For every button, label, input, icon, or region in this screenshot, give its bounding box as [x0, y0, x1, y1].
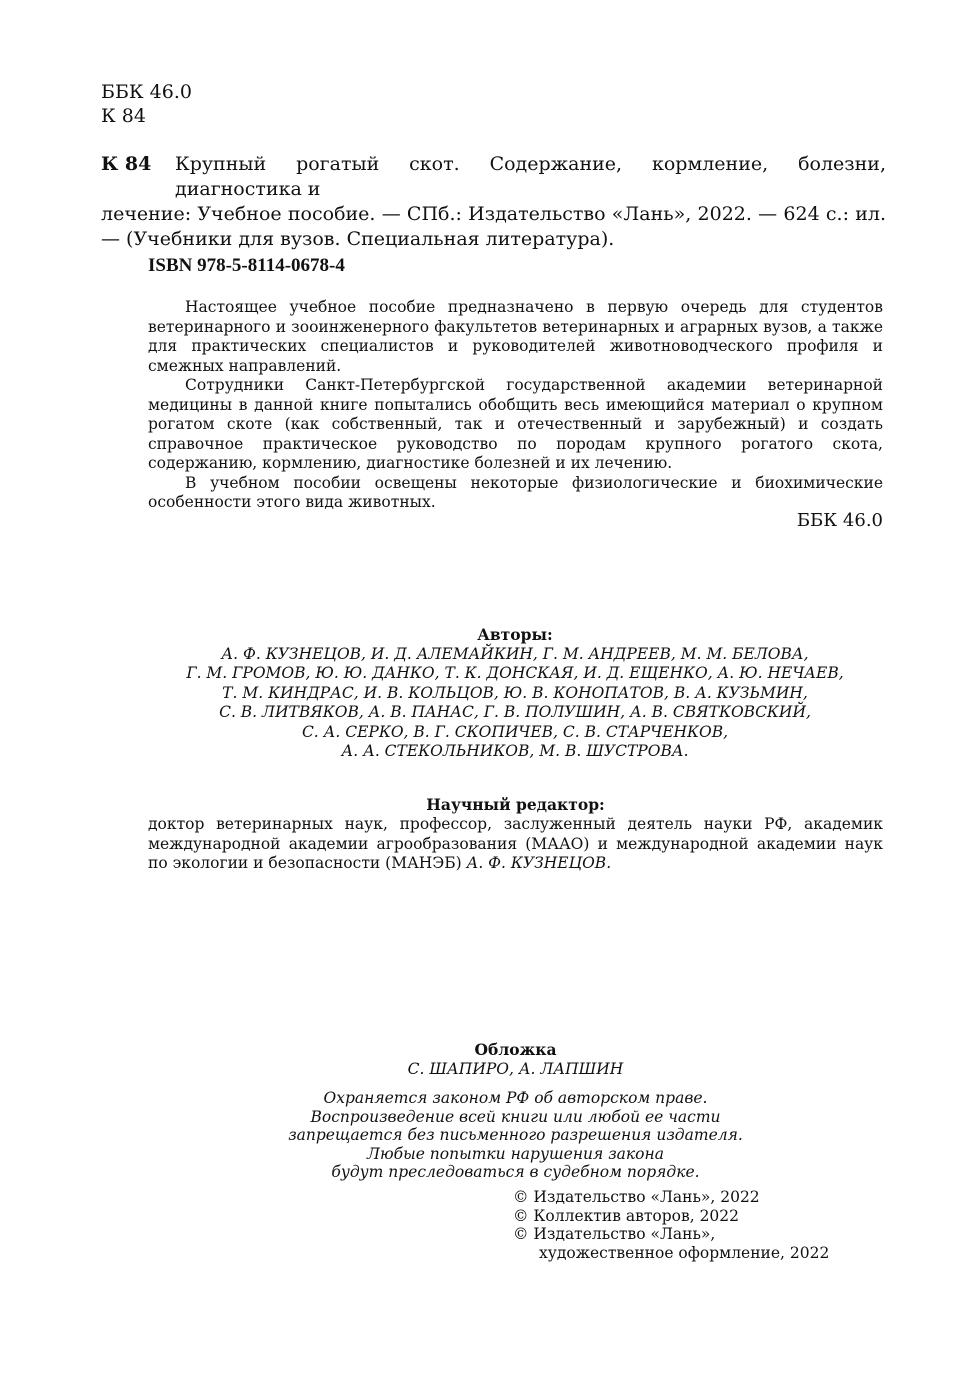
notice-line: Охраняется законом РФ об авторском праве.: [323, 1089, 708, 1107]
entry-text-line1: Крупный рогатый скот. Содержание, кормление, болезни, диагностика и: [175, 153, 886, 200]
notice-line: Воспроизведение всей книги или любой ее части: [310, 1107, 721, 1126]
editor-heading: Научный редактор:: [426, 795, 605, 814]
editor-text: [148, 815, 883, 874]
authors-line: А. А. СТЕКОЛЬНИКОВ, М. В. ШУСТРОВА.: [341, 742, 689, 760]
annotation-paragraph: Настоящее учебное пособие предназначено в первую очередь для студентов ветеринарного и зооинженерного факультетов ветеринарных и аграрных вузов, а также для практических специалистов и руководителей животноводческого профиля и смежных направлений.: [148, 298, 883, 375]
authors-line: С. В. ЛИТВЯКОВ, А. В. ПАНАС, Г. В. ПОЛУШИН, А. В. СВЯТКОВСКИЙ,: [219, 703, 811, 721]
authors-line: Г. М. ГРОМОВ, Ю. Ю. ДАНКО, Т. К. ДОНСКАЯ, И. Д. ЕЩЕНКО, А. Ю. НЕЧАЕВ,: [186, 664, 844, 682]
notice-line: будут преследоваться в судебном порядке.: [331, 1163, 700, 1181]
notice-line: Любые попытки нарушения закона: [367, 1144, 664, 1163]
cover-heading: Обложка: [474, 1040, 557, 1059]
copyright-line: © Издательство «Лань»,: [513, 1225, 716, 1243]
authors-line: С. А. СЕРКО, В. Г. СКОПИЧЕВ, С. В. СТАРЧЕНКОВ,: [301, 722, 729, 741]
copyright-block: [513, 1188, 829, 1262]
bbk-code: ББК 46.0: [101, 81, 192, 103]
editor-credentials: доктор ветеринарных наук, профессор, заслуженный деятель науки РФ, академик международной академии агрообразования (МААО) и международной академии наук по экологии и безопасности (МАНЭБ): [148, 815, 883, 872]
copyright-line: © Коллектив авторов, 2022: [513, 1206, 740, 1225]
bibliographic-entry: [101, 152, 886, 252]
authors-line: Т. М. КИНДРАС, И. В. КОЛЬЦОВ, Ю. В. КОНОПАТОВ, В. А. КУЗЬМИН,: [222, 683, 808, 702]
bbk-code-bottom: ББК 46.0: [796, 510, 883, 531]
authors-block: [130, 625, 900, 762]
annotation-paragraph: Сотрудники Санкт-Петербургской государственной академии ветеринарной медицины в данной книге попытались обобщить весь имеющийся материал о крупном рогатом скоте (как собственный, так и отечественный и зарубежный) и создать справочное практическое руководство по породам крупного рогатого скота, содержанию, кормлению, диагностике болезней и их лечению.: [148, 376, 883, 472]
annotation: [148, 298, 883, 513]
cover-credits: [148, 1040, 883, 1079]
copyright-protection-notice: [148, 1089, 883, 1182]
author-sign: К 84: [101, 105, 146, 127]
isbn: ISBN 978-5-8114-0678-4: [148, 255, 345, 276]
cover-designers: С. ШАПИРО, А. ЛАПШИН: [407, 1059, 624, 1078]
editor-name: А. Ф. КУЗНЕЦОВ.: [466, 854, 612, 872]
notice-line: запрещается без письменного разрешения издателя.: [288, 1126, 743, 1144]
annotation-paragraph: В учебном пособии освещены некоторые физиологические и биохимические особенности этого вида животных.: [148, 473, 883, 511]
copyright-line: © Издательство «Лань», 2022: [513, 1188, 760, 1206]
entry-text-rest: лечение: Учебное пособие. — СПб.: Издательство «Лань», 2022. — 624 с.: ил. — (Учебники для вузов. Специальная литература).: [101, 203, 886, 250]
copyright-line: художественное оформление, 2022: [539, 1243, 830, 1262]
entry-code: К 84: [101, 153, 152, 175]
authors-heading: Авторы:: [477, 625, 553, 644]
authors-line: А. Ф. КУЗНЕЦОВ, И. Д. АЛЕМАЙКИН, Г. М. АНДРЕЕВ, М. М. БЕЛОВА,: [221, 644, 809, 663]
bbk-index-block: [101, 80, 192, 128]
